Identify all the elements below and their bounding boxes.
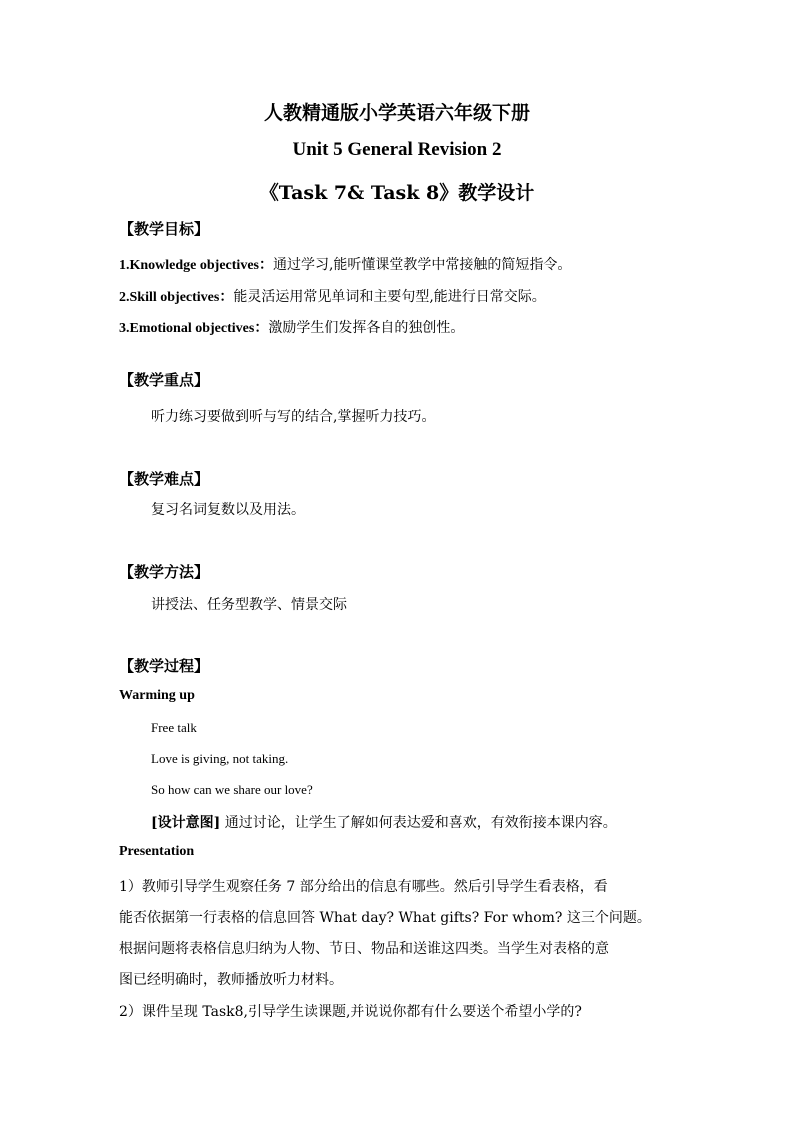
objective-item <box>119 317 464 337</box>
objective-text: 激励学生们发挥各自的独创性。 <box>268 320 465 336</box>
warming-up-label: Warming up <box>119 688 195 703</box>
objective-label: 1.Knowledge objectives： <box>119 258 273 273</box>
unit-title: Unit 5 General Revision 2 <box>292 139 502 160</box>
objective-item <box>119 286 546 306</box>
design-intent-label: [设计意图] <box>151 815 221 831</box>
difficulties-heading: 【教学难点】 <box>119 470 210 488</box>
presentation-line: 能否依据第一行表格的信息回答 What day? What gifts? For whom? 这三个问题。 <box>119 910 651 926</box>
document-title: 人教精通版小学英语六年级下册 <box>263 102 530 124</box>
key-points-heading: 【教学重点】 <box>119 371 210 389</box>
methods-heading: 【教学方法】 <box>119 563 210 581</box>
presentation-line: 2）课件呈现 Task8,引导学生读课题,并说说你都有什么要送个希望小学的? <box>119 1004 582 1020</box>
presentation-label: Presentation <box>119 844 195 859</box>
objective-text: 通过学习,能听懂课堂教学中常接触的简短指令。 <box>272 257 572 273</box>
objective-label: 3.Emotional objectives： <box>119 321 269 336</box>
presentation-line: 图已经明确时，教师播放听力材料。 <box>119 972 343 988</box>
design-intent <box>151 812 617 832</box>
objective-text: 能灵活运用常见单词和主要句型,能进行日常交际。 <box>233 289 546 305</box>
objectives-heading: 【教学目标】 <box>119 220 210 238</box>
objective-label: 2.Skill objectives： <box>119 290 234 305</box>
presentation-line: 1）教师引导学生观察任务 7 部分给出的信息有哪些。然后引导学生看表格，看 <box>119 879 608 895</box>
methods-text: 讲授法、任务型教学、情景交际 <box>151 597 347 613</box>
design-intent-text: 通过讨论，让学生了解如何表达爱和喜欢，有效衔接本课内容。 <box>220 815 617 831</box>
warming-up-line: So how can we share our love? <box>151 782 313 797</box>
warming-up-line: Love is giving, not taking. <box>151 751 289 766</box>
key-points-text: 听力练习要做到听与写的结合,掌握听力技巧。 <box>151 409 436 425</box>
lesson-title: 《Task 7& Task 8》教学设计 <box>259 182 535 204</box>
difficulties-text: 复习名词复数以及用法。 <box>151 502 305 518</box>
presentation-line: 根据问题将表格信息归纳为人物、节日、物品和送谁这四类。当学生对表格的意 <box>119 941 609 957</box>
warming-up-line: Free talk <box>151 720 197 735</box>
objective-item <box>119 254 571 274</box>
process-heading: 【教学过程】 <box>119 657 210 675</box>
